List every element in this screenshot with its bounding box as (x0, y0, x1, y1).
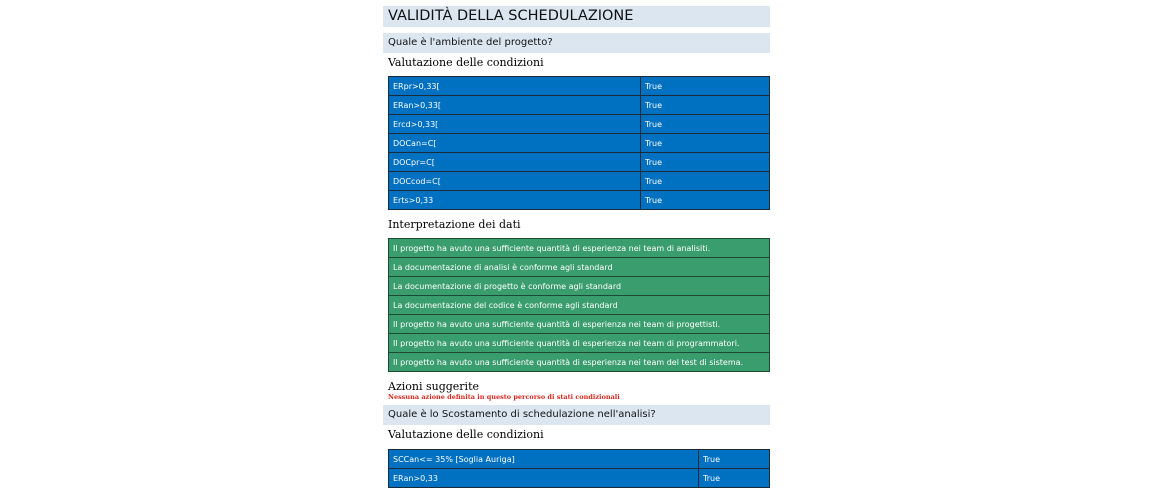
question-environment: Quale è l'ambiente del progetto? (383, 33, 770, 53)
question-schedule-deviation: Quale è lo Scostamento di schedulazione nell'analisi? (383, 405, 770, 425)
condition-value: True (641, 153, 770, 172)
interpretation-text: La documentazione del codice è conforme agli standard (389, 296, 770, 315)
table-row (389, 134, 770, 153)
interpretation-text: Il progetto ha avuto una sufficiente quantità di esperienza nei team di programmatori. (389, 334, 770, 353)
table-row (389, 258, 770, 277)
interpretation-text: La documentazione di analisi è conforme agli standard (389, 258, 770, 277)
table-row (389, 191, 770, 210)
interpretation-text: Il progetto ha avuto una sufficiente quantità di esperienza nei team del test di sistema. (389, 353, 770, 372)
interpretation-text: La documentazione di progetto è conforme agli standard (389, 277, 770, 296)
interpretation-table (388, 238, 770, 372)
condition-label: DOCcod=C[ (389, 172, 641, 191)
condition-label: DOCan=C[ (389, 134, 641, 153)
actions-heading: Azioni suggerite (388, 380, 480, 393)
condition-label: DOCpr=C[ (389, 153, 641, 172)
table-row (389, 296, 770, 315)
condition-value: True (641, 134, 770, 153)
condition-label: SCCan<= 35% [Soglia Auriga] (389, 450, 699, 469)
table-row (389, 239, 770, 258)
table-row (389, 96, 770, 115)
interpretation-heading: Interpretazione dei dati (388, 218, 521, 231)
table-row (389, 77, 770, 96)
condition-value: True (641, 115, 770, 134)
conditions-table (388, 76, 770, 210)
page-title: VALIDITÀ DELLA SCHEDULAZIONE (383, 6, 770, 27)
conditions-table (388, 449, 770, 488)
condition-label: Erts>0,33 (389, 191, 641, 210)
table-row (389, 277, 770, 296)
table-row (389, 334, 770, 353)
condition-label: ERan>0,33 (389, 469, 699, 488)
condition-label: ERan>0,33[ (389, 96, 641, 115)
table-row (389, 115, 770, 134)
conditions-heading: Valutazione delle condizioni (388, 428, 544, 441)
table-row (389, 450, 770, 469)
condition-value: True (641, 96, 770, 115)
condition-value: True (699, 450, 770, 469)
condition-value: True (699, 469, 770, 488)
table-row (389, 353, 770, 372)
actions-note: Nessuna azione definita in questo percorso di stati condizionali (388, 393, 620, 401)
table-row (389, 153, 770, 172)
table-row (389, 172, 770, 191)
interpretation-text: Il progetto ha avuto una sufficiente quantità di esperienza nei team di progettisti. (389, 315, 770, 334)
report-page (383, 6, 770, 488)
condition-value: True (641, 172, 770, 191)
condition-label: ERpr>0,33[ (389, 77, 641, 96)
condition-value: True (641, 191, 770, 210)
table-row (389, 469, 770, 488)
suggested-actions (383, 380, 770, 402)
condition-value: True (641, 77, 770, 96)
interpretation-text: Il progetto ha avuto una sufficiente quantità di esperienza nei team di analisiti. (389, 239, 770, 258)
conditions-heading: Valutazione delle condizioni (388, 56, 544, 69)
table-row (389, 315, 770, 334)
condition-label: Ercd>0,33[ (389, 115, 641, 134)
